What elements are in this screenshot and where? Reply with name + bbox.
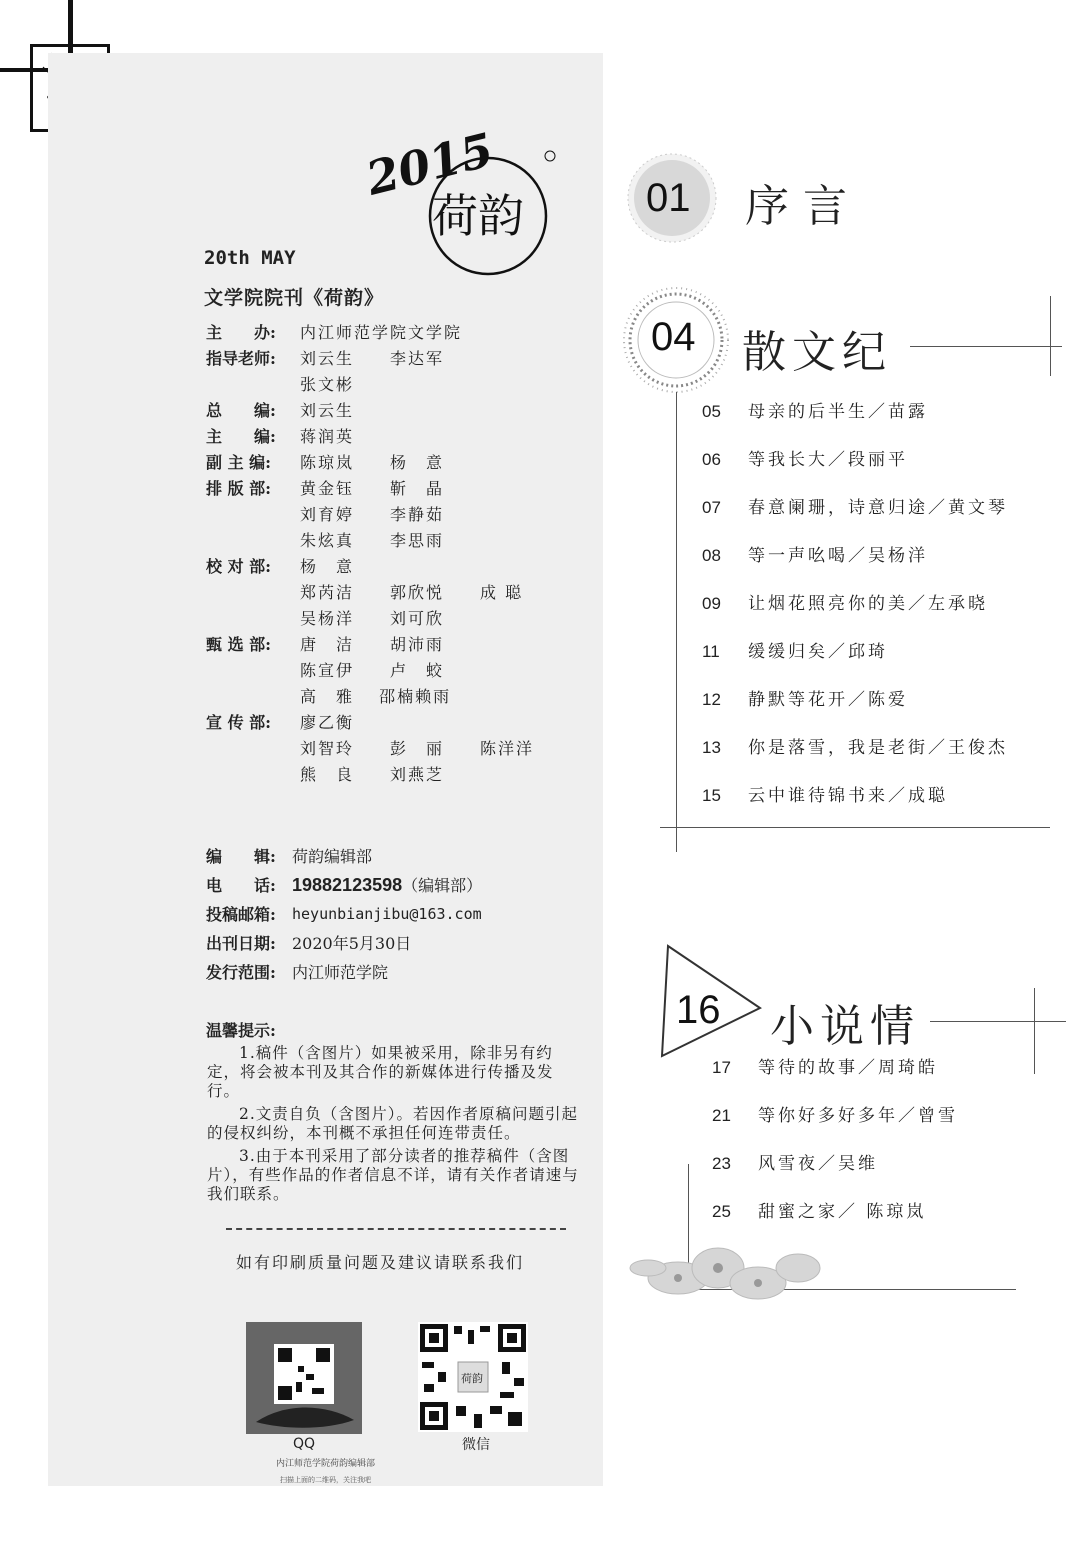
staff-row: 校 对 部: 杨 意 — [206, 557, 355, 576]
notice-divider — [226, 1228, 566, 1230]
section-01-title: 序言 — [745, 181, 861, 232]
staff-row: 朱炫真 李思雨 — [300, 531, 445, 550]
notice-body — [207, 1044, 585, 1208]
staff-row: 熊 良 刘燕芝 — [300, 765, 445, 784]
staff-row: 主 办: 内江师范学院文学院 — [206, 323, 463, 342]
toc-item[interactable]: 08 等一声吆喝／吴杨洋 — [702, 546, 928, 566]
section-04-page: 04 — [651, 315, 696, 359]
staff-row: 张文彬 — [300, 375, 355, 394]
qq-label: QQ — [292, 1436, 316, 1452]
notice-item: 2.文责自负（含图片）。若因作者原稿问题引起的侵权纠纷，本刊概不承担任何连带责任。 — [207, 1105, 579, 1142]
section-04-title: 散文纪 — [742, 327, 892, 378]
footer-scan-note: 扫描上面的二维码，关注我吧 — [280, 1476, 371, 1484]
section-16-rule — [930, 1021, 1066, 1022]
toc-item[interactable]: 21 等你好多好多年／曾雪 — [712, 1106, 958, 1126]
email-address: heyunbianjibu@163.com — [292, 905, 482, 923]
phone-row: 电 话: 19882123598 （编辑部） — [206, 871, 586, 900]
staff-row: 陈宣伊 卢 蛟 — [300, 661, 445, 680]
publish-date-row: 出刊日期: 2020年5月30日 — [206, 934, 412, 953]
staff-row: 宣 传 部: 廖乙衡 — [206, 713, 355, 732]
toc-item[interactable]: 23 风雪夜／吴维 — [712, 1154, 878, 1174]
section-16-rule-vertical — [1034, 988, 1035, 1074]
section-16-page: 16 — [676, 988, 721, 1032]
section-01-page: 01 — [646, 176, 691, 220]
toc-item[interactable]: 07 春意阑珊，诗意归途／黄文琴 — [702, 498, 1008, 518]
staff-row: 吴杨洋 刘可欣 — [300, 609, 445, 628]
wechat-label: 微信 — [462, 1437, 490, 1453]
toc-item[interactable]: 13 你是落雪，我是老街／王俊杰 — [702, 738, 1008, 758]
section-04-bottom-rule — [660, 827, 1050, 828]
staff-row: 总 编: 刘云生 — [206, 401, 355, 420]
staff-row: 刘智玲 彭 丽 陈洋洋 — [300, 739, 535, 758]
toc-item[interactable]: 12 静默等花开／陈爱 — [702, 690, 908, 710]
logo-name: 荷韵 — [432, 189, 524, 243]
toc-item[interactable]: 25 甜蜜之家／ 陈琼岚 — [712, 1202, 927, 1222]
contact-info — [206, 842, 586, 987]
brand-logo — [362, 126, 562, 276]
wechat-qr-center: 荷韵 — [461, 1372, 483, 1385]
toc-item[interactable]: 11 缓缓归矣／邱琦 — [702, 642, 888, 662]
section-04-rule — [910, 346, 1062, 347]
toc-item[interactable]: 05 母亲的后半生／苗露 — [702, 402, 928, 422]
feedback-note: 如有印刷质量问题及建议请联系我们 — [236, 1253, 525, 1272]
section-16-title: 小说情 — [770, 1001, 920, 1052]
notice-item: 1.稿件（含图片）如果被采用，除非另有约定，将会被本刊及其合作的新媒体进行传播及发行。 — [207, 1044, 554, 1100]
staff-row: 甄 选 部: 唐 洁 胡沛雨 — [206, 635, 445, 654]
journal-title: 文学院院刊《荷韵》 — [204, 287, 385, 309]
notice-item: 3.由于本刊采用了部分读者的推荐稿件（含图片），有些作品的作者信息不详，请有关作者请速与我们联系。 — [207, 1147, 579, 1203]
phone-number: 19882123598 — [292, 875, 403, 895]
email-row: 投稿邮箱: heyunbianjibu@163.com — [206, 900, 586, 929]
staff-row: 副 主 编: 陈琼岚 杨 意 — [206, 453, 445, 472]
toc-item[interactable]: 17 等待的故事／周琦皓 — [712, 1058, 938, 1078]
footer-editor: 内江师范学院荷韵编辑部 — [275, 1459, 375, 1469]
flower-decoration-icon — [618, 1228, 838, 1328]
toc-item[interactable]: 09 让烟花照亮你的美／左承晓 — [702, 594, 988, 614]
staff-row: 郑芮洁 郭欣悦 成 聪 — [300, 583, 524, 602]
logo-year: 2015 — [362, 126, 499, 206]
staff-row: 指导老师: 刘云生 李达军 — [206, 349, 445, 368]
qq-qr-code — [246, 1322, 362, 1434]
notice-title: 温馨提示: — [206, 1021, 276, 1040]
distribution-row: 发行范围: 内江师范学院 — [206, 963, 389, 982]
toc-item[interactable]: 15 云中谁待锦书来／成聪 — [702, 786, 948, 806]
issue-date: 20th MAY — [204, 247, 296, 269]
wechat-qr-code — [418, 1322, 528, 1432]
staff-row: 高 雅 邵楠赖雨 — [300, 687, 452, 706]
toc-item[interactable]: 06 等我长大／段丽平 — [702, 450, 908, 470]
staff-list — [206, 320, 586, 788]
editor-row: 编 辑: 荷韵编辑部 — [206, 847, 373, 866]
staff-row: 刘育婷 李静茹 — [300, 505, 445, 524]
section-04-rule-vertical — [1050, 296, 1051, 376]
section-04-left-rule — [676, 392, 677, 852]
staff-row: 主 编: 蒋润英 — [206, 427, 355, 446]
staff-row: 排 版 部: 黄金钰 靳 晶 — [206, 479, 445, 498]
